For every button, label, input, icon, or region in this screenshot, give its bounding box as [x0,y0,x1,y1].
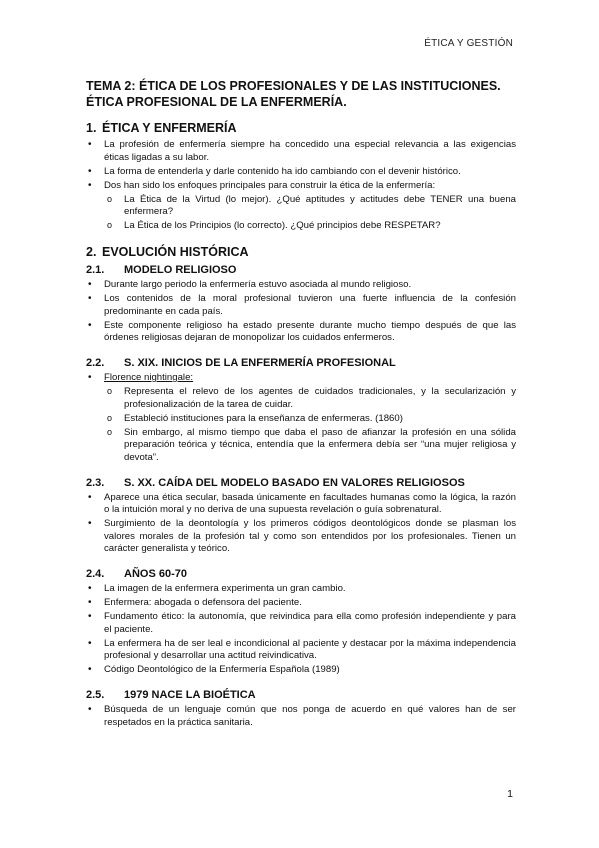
subsection-2-3-list [86,492,516,556]
subsection-2-1-list [86,279,516,345]
section-title: ÉTICA Y ENFERMERÍA [102,121,237,135]
subsection-2-1-heading [86,263,516,277]
sub-list-item: o La Ética de la Virtud (lo mejor). ¿Qué aptitudes y actitudes debe TENER una buena enfermera? [86,194,516,219]
list-item: • Código Deontológico de la Enfermería Española (1989) [86,664,516,677]
section-1-list [86,139,516,233]
page-number: 1 [507,788,513,800]
list-item: • Durante largo periodo la enfermería estuvo asociada al mundo religioso. [86,279,516,292]
subsection-title: 1979 NACE LA BIOÉTICA [124,689,256,701]
list-item: • La profesión de enfermería siempre ha concedido una especial relevancia a las exigencias éticas ligadas a su labor. [86,139,516,164]
section-1-heading [86,120,516,136]
subsection-number: 2.3. [86,476,105,489]
sub-list-item: o Sin embargo, al mismo tiempo que daba el paso de afianzar la profesión en una sólida preparación teórica y técnica, entendía que la enfermera debía ser “una mujer religiosa y devota”. [86,427,516,465]
sub-list-item: o La Ética de los Principios (lo correcto). ¿Qué principios debe RESPETAR? [86,220,516,233]
sub-list-item: o Representa el relevo de los agentes de cuidados tradicionales, y la secularización y profesionalización de la tarea de cuidar. [86,386,516,411]
document-title: TEMA 2: ÉTICA DE LOS PROFESIONALES Y DE LAS INSTITUCIONES. ÉTICA PROFESIONAL DE LA ENFERMERÍA. [86,79,501,109]
list-item: • La imagen de la enfermera experimenta un gran cambio. [86,583,516,596]
section-number: 2. [86,245,97,259]
subsection-number: 2.1. [86,264,105,276]
running-header: ÉTICA Y GESTIÓN [424,38,513,49]
subsection-2-2-heading [86,356,516,370]
list-item: • Búsqueda de un lenguaje común que nos ponga de acuerdo en qué valores han de ser respetados en la práctica sanitaria. [86,704,516,729]
list-item: • Aparece una ética secular, basada únicamente en facultades humanas como la lógica, la razón o la intuición moral y no deriva de una supuesta revelación o guía sobrenatural. [86,492,516,517]
list-item: • Este componente religioso ha estado presente durante mucho tiempo después de que las órdenes religiosas dejaran de monopolizar los cuidados enfermeros. [86,320,516,345]
subsection-title: MODELO RELIGIOSO [124,264,237,276]
subsection-2-4-heading [86,567,516,581]
subsection-2-2-list [86,372,516,464]
list-item [86,372,516,385]
section-number: 1. [86,121,97,135]
subsection-2-5-heading [86,688,516,702]
sub-list-item: o Estableció instituciones para la enseñanza de enfermeras. (1860) [86,413,516,426]
document-body [86,78,516,731]
subsection-title: S. XIX. INICIOS DE LA ENFERMERÍA PROFESIONAL [124,357,396,369]
subsection-2-4-list [86,583,516,677]
list-item: • Dos han sido los enfoques principales para construir la ética de la enfermería: [86,180,516,193]
subsection-2-3-heading [86,476,516,490]
subsection-title: AÑOS 60-70 [124,568,187,580]
subsection-title: S. XX. CAÍDA DEL MODELO BASADO EN VALORES RELIGIOSOS [124,476,465,489]
subsection-number: 2.5. [86,689,105,701]
list-item: • Enfermera: abogada o defensora del paciente. [86,597,516,610]
list-item: • La forma de entenderla y darle contenido ha ido cambiando con el devenir histórico. [86,166,516,179]
subsection-2-5-list [86,704,516,729]
section-2-heading [86,244,516,260]
florence-label: Florence nightingale: [104,372,194,383]
list-item: • Surgimiento de la deontología y los primeros códigos deontológicos donde se plasman los valores morales de la profesión tal y como son entendidos por los profesionales. Tienen un carácter generalista y teórico. [86,518,516,556]
list-item: • La enfermera ha de ser leal e incondicional al paciente y destacar por la máxima independencia profesional y desarrollar una actitud reivindicativa. [86,638,516,663]
section-title: EVOLUCIÓN HISTÓRICA [102,245,249,259]
list-item: • Los contenidos de la moral profesional tuvieron una fuerte influencia de la confesión predominante en cada país. [86,293,516,318]
subsection-number: 2.2. [86,357,105,369]
subsection-number: 2.4. [86,568,105,580]
list-item: • Fundamento ético: la autonomía, que reivindica para ella como profesión independiente y para el paciente. [86,611,516,636]
